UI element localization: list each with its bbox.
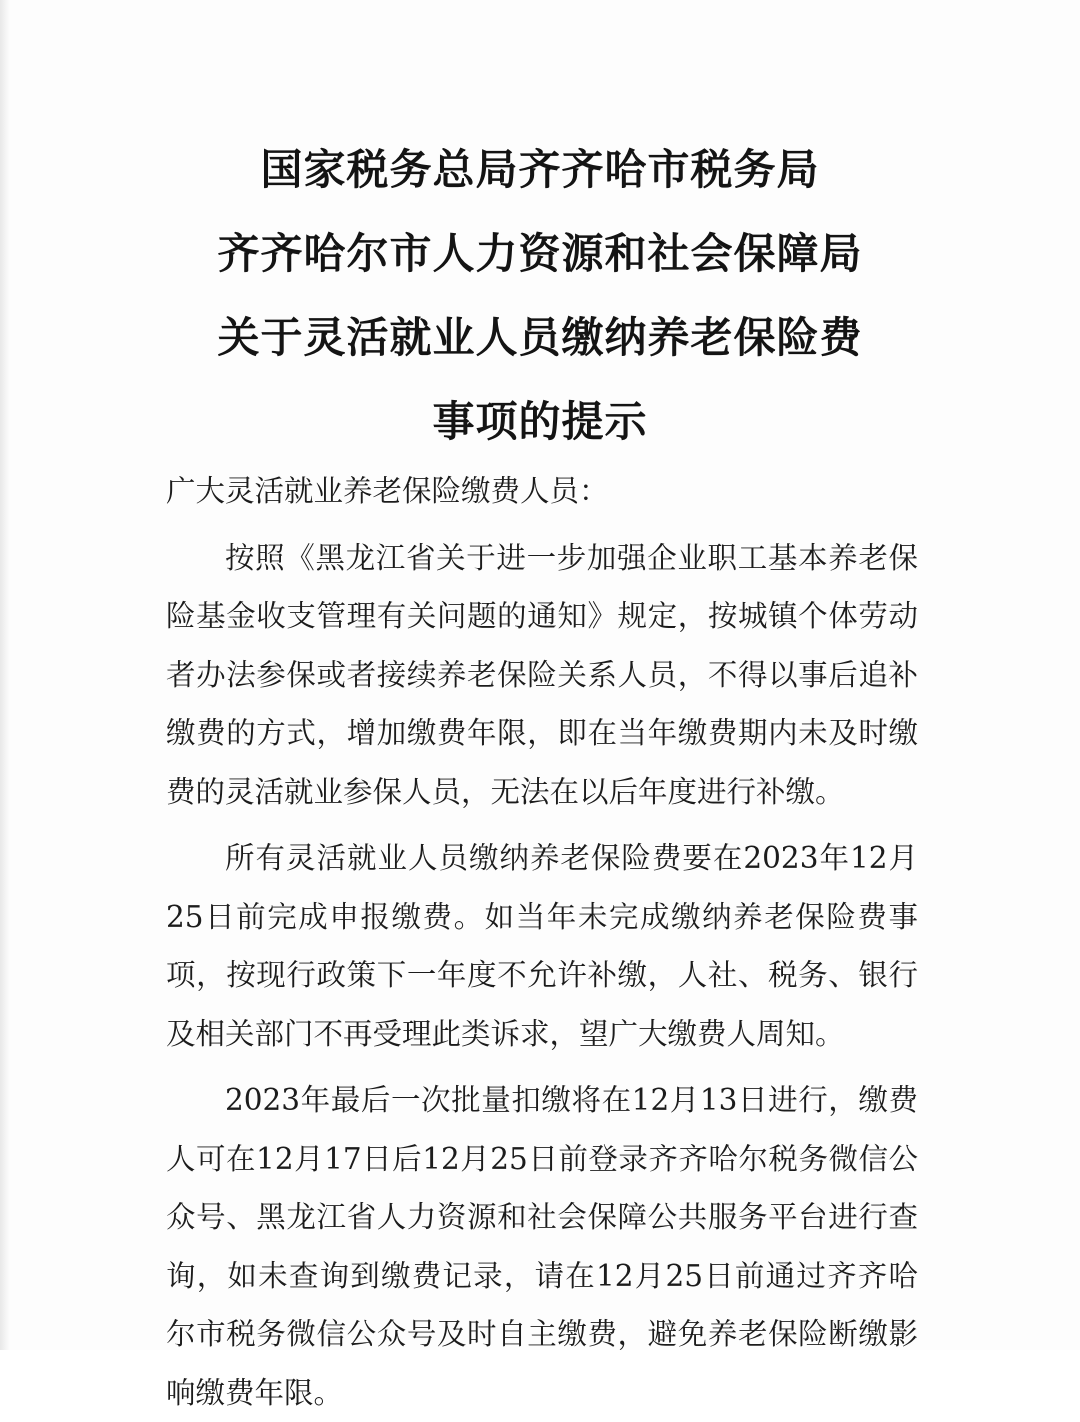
title-line-3: 关于灵活就业人员缴纳养老保险费 xyxy=(217,313,863,362)
paragraph-1: 按照《黑龙江省关于进一步加强企业职工基本养老保险基金收支管理有关问题的通知》规定，按城镇个体劳动者办法参保或者接续养老保险关系人员，不得以事后追补缴费的方式，增加缴费年限，即在当年缴费期内未及时缴费的灵活就业参保人员，无法在以后年度进行补缴。 xyxy=(166,540,918,809)
paragraph-3: 2023年最后一次批量扣缴将在12月13日进行，缴费人可在12月17日后12月25日前登录齐齐哈尔税务微信公众号、黑龙江省人力资源和社会保障公共服务平台进行查询，如未查询到缴费记录，请在12月25日前通过齐齐哈尔市税务微信公众号及时自主缴费，避免养老保险断缴影响缴费年限。 xyxy=(166,1083,918,1410)
document-body xyxy=(166,462,918,1422)
title-line-4: 事项的提示 xyxy=(432,397,648,446)
title-line-2: 齐齐哈尔市人力资源和社会保障局 xyxy=(217,229,863,278)
paragraph-2: 所有灵活就业人员缴纳养老保险费要在2023年12月25日前完成申报缴费。如当年未完成缴纳养老保险费事项，按现行政策下一年度不允许补缴，人社、税务、银行及相关部门不再受理此类诉求，望广大缴费人周知。 xyxy=(166,841,918,1051)
salutation: 广大灵活就业养老保险缴费人员： xyxy=(166,474,609,508)
document-title xyxy=(0,128,1080,464)
title-line-1: 国家税务总局齐齐哈市税务局 xyxy=(260,145,820,194)
